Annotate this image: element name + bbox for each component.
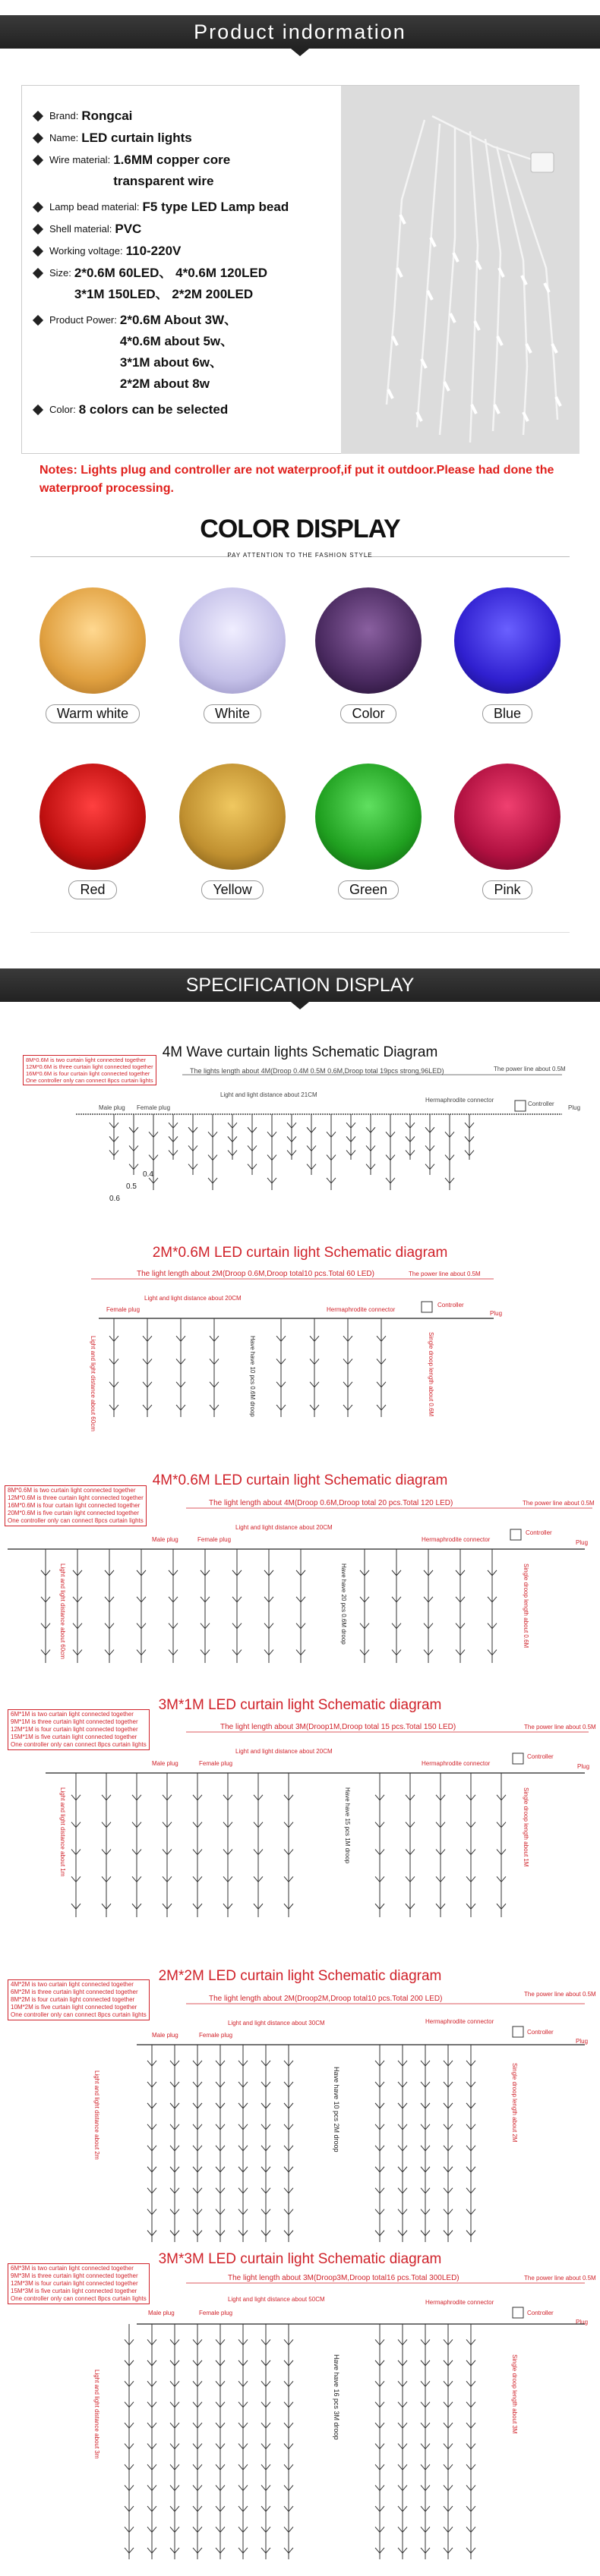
swatch-disc <box>315 587 422 694</box>
side-distance-label: Light and light distance about 1m <box>59 1787 66 1877</box>
plug-label: Plug <box>568 1104 581 1111</box>
single-droop-label: Single droop length about 3M <box>511 2354 518 2434</box>
page-title: Product indormation <box>194 20 406 43</box>
divider <box>30 932 570 933</box>
swatch-disc <box>39 587 146 694</box>
bullet-icon <box>33 405 43 415</box>
controller-label: Controller <box>527 2310 554 2316</box>
spec-banner <box>0 968 600 1002</box>
color-swatch-white <box>172 587 293 723</box>
info-value: 2*0.6M About 3W、 4*0.6M about 5w、 3*1M about 6w、 2*2M about 8w <box>119 313 238 391</box>
info-label: Product Power: <box>49 314 117 326</box>
bullet-icon <box>33 111 43 121</box>
distance-label: Light and light distance about 20CM <box>235 1524 333 1531</box>
distance-label: Light and light distance about 21CM <box>220 1091 317 1098</box>
product-info-box <box>21 85 579 454</box>
droop-count-label: Have have 16 pcs 3M droop <box>333 2354 340 2440</box>
swatch-label: Red <box>68 880 116 899</box>
info-label: Name: <box>49 132 79 143</box>
side-distance-label: Light and light distance about 3m <box>93 2370 100 2459</box>
droop-value: 0.4 <box>143 1170 153 1179</box>
swatch-disc <box>315 764 422 870</box>
color-swatch-blue <box>447 587 568 723</box>
connector-label: Hermaphrodite connector <box>422 1760 491 1767</box>
droop-count-label: Have have 10 pcs 2M droop <box>333 2067 340 2152</box>
diagram-3-schematic <box>0 1491 600 1696</box>
length-label: The lights length about 4M(Droop 0.4M 0.5M 0.6M,Droop total 19pcs strong,96LED) <box>190 1067 444 1075</box>
info-value: 8 colors can be selected <box>78 402 229 417</box>
diagram-1-note: 8M*0.6M is two curtain light connected together 12M*0.6M is three curtain light connected together 16M*0.6M is four curtain light connected together One controller only can connect 8pcs curtain lights <box>23 1055 156 1085</box>
side-distance-label: Light and light distance about 2m <box>93 2071 100 2160</box>
power-line-label: The power line about 0.5M <box>524 2275 596 2282</box>
info-row-lamp <box>30 200 349 214</box>
color-display-subtitle: PAY ATTENTION TO THE FASHION STYLE <box>227 552 373 559</box>
diagram-4-note: 6M*1M is two curtain light connected together 9M*1M is three curtain light connected together 12M*1M is four curtain light connected together 15M*1M is five curtain light connected together One controller only can connect 8pcs curtain lights <box>8 1709 150 1750</box>
controller-icon <box>422 1302 432 1312</box>
distance-label: Light and light distance about 20CM <box>235 1748 333 1755</box>
color-swatch-green <box>308 764 429 899</box>
length-label: The light length about 2M(Droop2M,Droop total10 pcs.Total 200 LED) <box>209 1995 443 2003</box>
controller-icon <box>513 1753 523 1764</box>
color-swatch-warm-white <box>32 587 153 723</box>
droop-value: 0.5 <box>126 1183 137 1191</box>
single-droop-label: Single droop length about 1M <box>523 1787 529 1867</box>
power-line-label: The power line about 0.5M <box>524 1991 596 1998</box>
info-row-brand <box>30 109 349 123</box>
info-value: 2*0.6M 60LED、 4*0.6M 120LED 3*1M 150LED、 2*2M 200LED <box>74 266 268 301</box>
distance-label: Light and light distance about 20CM <box>144 1295 242 1302</box>
bullet-icon <box>33 202 43 213</box>
info-label: Brand: <box>49 110 79 121</box>
side-distance-label: Light and light distance about 60cm <box>59 1564 66 1659</box>
connector-label: Hermaphrodite connector <box>327 1306 396 1313</box>
bullet-icon <box>33 155 43 165</box>
plug-label: Plug <box>576 2038 589 2045</box>
power-line-label: The power line about 0.5M <box>409 1271 481 1277</box>
info-list <box>30 109 349 424</box>
color-swatch-yellow <box>172 764 293 899</box>
length-label: The light length about 3M(Droop1M,Droop total 15 pcs.Total 150 LED) <box>220 1723 456 1731</box>
length-label: The light length about 4M(Droop 0.6M,Droop total 20 pcs.Total 120 LED) <box>209 1499 453 1507</box>
plug-label: Plug <box>490 1310 503 1317</box>
power-line-label: The power line about 0.5M <box>494 1066 566 1072</box>
swatch-disc <box>454 764 561 870</box>
diagram-4-title: 3M*1M LED curtain light Schematic diagram <box>158 1697 442 1713</box>
power-line-label: The power line about 0.5M <box>524 1724 596 1730</box>
info-value: LED curtain lights <box>81 131 192 145</box>
length-label: The light length about 3M(Droop3M,Droop total16 pcs.Total 300LED) <box>228 2274 459 2282</box>
info-label: Color: <box>49 404 76 415</box>
swatch-disc <box>39 764 146 870</box>
header-banner <box>0 15 600 49</box>
swatch-disc <box>179 764 286 870</box>
single-droop-label: Single droop length about 0.6M <box>523 1564 529 1649</box>
bullet-icon <box>33 315 43 326</box>
controller-label: Controller <box>528 1101 554 1107</box>
bullet-icon <box>33 268 43 279</box>
info-value: 1.6MM copper core transparent wire <box>113 153 231 188</box>
info-label: Shell material: <box>49 223 112 235</box>
swatch-label: Blue <box>482 704 532 723</box>
diagram-1-schematic <box>0 1063 600 1214</box>
diagram-2-schematic <box>0 1264 600 1438</box>
controller-label: Controller <box>527 1753 554 1760</box>
swatch-label: White <box>204 704 261 723</box>
info-label: Wire material: <box>49 154 111 165</box>
info-value: Rongcai <box>81 109 133 123</box>
diagram-5-schematic <box>0 1987 600 2245</box>
controller-icon <box>515 1101 526 1111</box>
swatch-disc <box>179 587 286 694</box>
droop-count-label: Have have 15 pcs 1M droop <box>344 1787 351 1864</box>
banner-notch <box>291 1002 309 1009</box>
connector-label: Hermaphrodite connector <box>425 1097 494 1104</box>
info-value: PVC <box>115 222 142 236</box>
controller-label: Controller <box>527 2029 554 2036</box>
male-plug-label: Male plug <box>152 1536 178 1543</box>
controller-icon <box>510 1529 521 1540</box>
curtain-light-illustration <box>341 86 579 454</box>
swatch-label: Green <box>338 880 399 899</box>
diagram-2-title: 2M*0.6M LED curtain light Schematic diagram <box>152 1245 448 1261</box>
info-row-name <box>30 131 349 145</box>
diagram-3-note: 8M*0.6M is two curtain light connected together 12M*0.6M is three curtain light connected together 16M*0.6M is four curtain light connected together 20M*0.6M is five curtain light connected together One controller only can connect 8pcs curtain lights <box>5 1485 147 1526</box>
plug-label: Plug <box>576 1539 589 1546</box>
single-droop-label: Single droop length about 0.6M <box>428 1332 434 1417</box>
bullet-icon <box>33 224 43 235</box>
diagram-1-title: 4M Wave curtain lights Schematic Diagram <box>162 1044 438 1060</box>
info-value: F5 type LED Lamp bead <box>142 200 289 214</box>
power-line-label: The power line about 0.5M <box>523 1500 595 1507</box>
diagram-4-schematic <box>0 1715 600 1920</box>
female-plug-label: Female plug <box>106 1306 141 1313</box>
swatch-label: Yellow <box>201 880 263 899</box>
controller-icon <box>513 2026 523 2037</box>
info-row-color <box>30 402 349 417</box>
distance-label: Light and light distance about 50CM <box>228 2296 325 2303</box>
female-plug-label: Female plug <box>197 1536 232 1543</box>
distance-label: Light and light distance about 30CM <box>228 2020 325 2026</box>
controller-label: Controller <box>437 1302 464 1308</box>
bullet-icon <box>33 246 43 257</box>
color-swatch-color <box>308 587 429 723</box>
female-plug-label: Female plug <box>137 1104 171 1111</box>
side-distance-label: Light and light distance about 60cm <box>90 1336 96 1431</box>
color-swatch-pink <box>447 764 568 899</box>
diagram-3-title: 4M*0.6M LED curtain light Schematic diagram <box>152 1472 448 1488</box>
swatch-label: Warm white <box>46 704 140 723</box>
single-droop-label: Single droop length about 2M <box>511 2063 518 2143</box>
info-label: Working voltage: <box>49 245 123 257</box>
plug-label: Plug <box>576 2319 589 2326</box>
info-value: 110-220V <box>125 244 182 258</box>
info-row-voltage <box>30 244 349 258</box>
info-label: Lamp bead material: <box>49 201 140 213</box>
info-row-wire <box>30 153 349 192</box>
color-display-title: COLOR DISPLAY <box>200 515 400 543</box>
connector-label: Hermaphrodite connector <box>425 2299 494 2306</box>
diagram-6-note: 6M*3M is two curtain light connected together 9M*3M is three curtain light connected together 12M*3M is four curtain light connected together 15M*3M is five curtain light connected together One controller only can connect 8pcs curtain lights <box>8 2263 150 2304</box>
banner-notch <box>291 49 309 56</box>
connector-label: Hermaphrodite connector <box>422 1536 491 1543</box>
swatch-label: Color <box>340 704 396 723</box>
plug-label: Plug <box>577 1763 590 1770</box>
swatch-label: Pink <box>482 880 532 899</box>
waterproof-notes: Notes: Lights plug and controller are not waterproof,if put it outdoor.Please had done the waterproof processing. <box>39 464 554 495</box>
droop-count-label: Have have 10 pcs 0.6M droop <box>249 1336 256 1417</box>
connector-label: Hermaphrodite connector <box>425 2018 494 2025</box>
swatch-disc <box>454 587 561 694</box>
diagram-6-title: 3M*3M LED curtain light Schematic diagram <box>158 2251 442 2267</box>
female-plug-label: Female plug <box>199 2310 233 2316</box>
male-plug-label: Male plug <box>152 1760 178 1767</box>
droop-value: 0.6 <box>109 1195 120 1203</box>
male-plug-label: Male plug <box>148 2310 175 2316</box>
info-row-shell <box>30 222 349 236</box>
spec-title: SPECIFICATION DISPLAY <box>185 975 415 996</box>
controller-icon <box>513 2307 523 2318</box>
male-plug-label: Male plug <box>152 2032 178 2039</box>
info-row-size <box>30 266 349 305</box>
info-row-power <box>30 313 349 395</box>
length-label: The light length about 2M(Droop 0.6M,Droop total10 pcs.Total 60 LED) <box>137 1270 374 1278</box>
diagram-5-title: 2M*2M LED curtain light Schematic diagram <box>158 1968 442 1984</box>
female-plug-label: Female plug <box>199 2032 233 2039</box>
diagram-5-note: 4M*2M is two curtain light connected together 6M*2M is three curtain light connected together 8M*2M is four curtain light connected together 10M*2M is five curtain light connected together One controller only can connect 8pcs curtain lights <box>8 1979 150 2020</box>
male-plug-label: Male plug <box>99 1104 125 1111</box>
bullet-icon <box>33 133 43 143</box>
controller-label: Controller <box>526 1529 552 1536</box>
diagram-6-schematic <box>0 2271 600 2567</box>
product-photo <box>341 86 579 454</box>
info-label: Size: <box>49 267 71 279</box>
female-plug-label: Female plug <box>199 1760 233 1767</box>
droop-count-label: Have have 20 pcs 0.6M droop <box>340 1564 347 1645</box>
color-swatch-red <box>32 764 153 899</box>
